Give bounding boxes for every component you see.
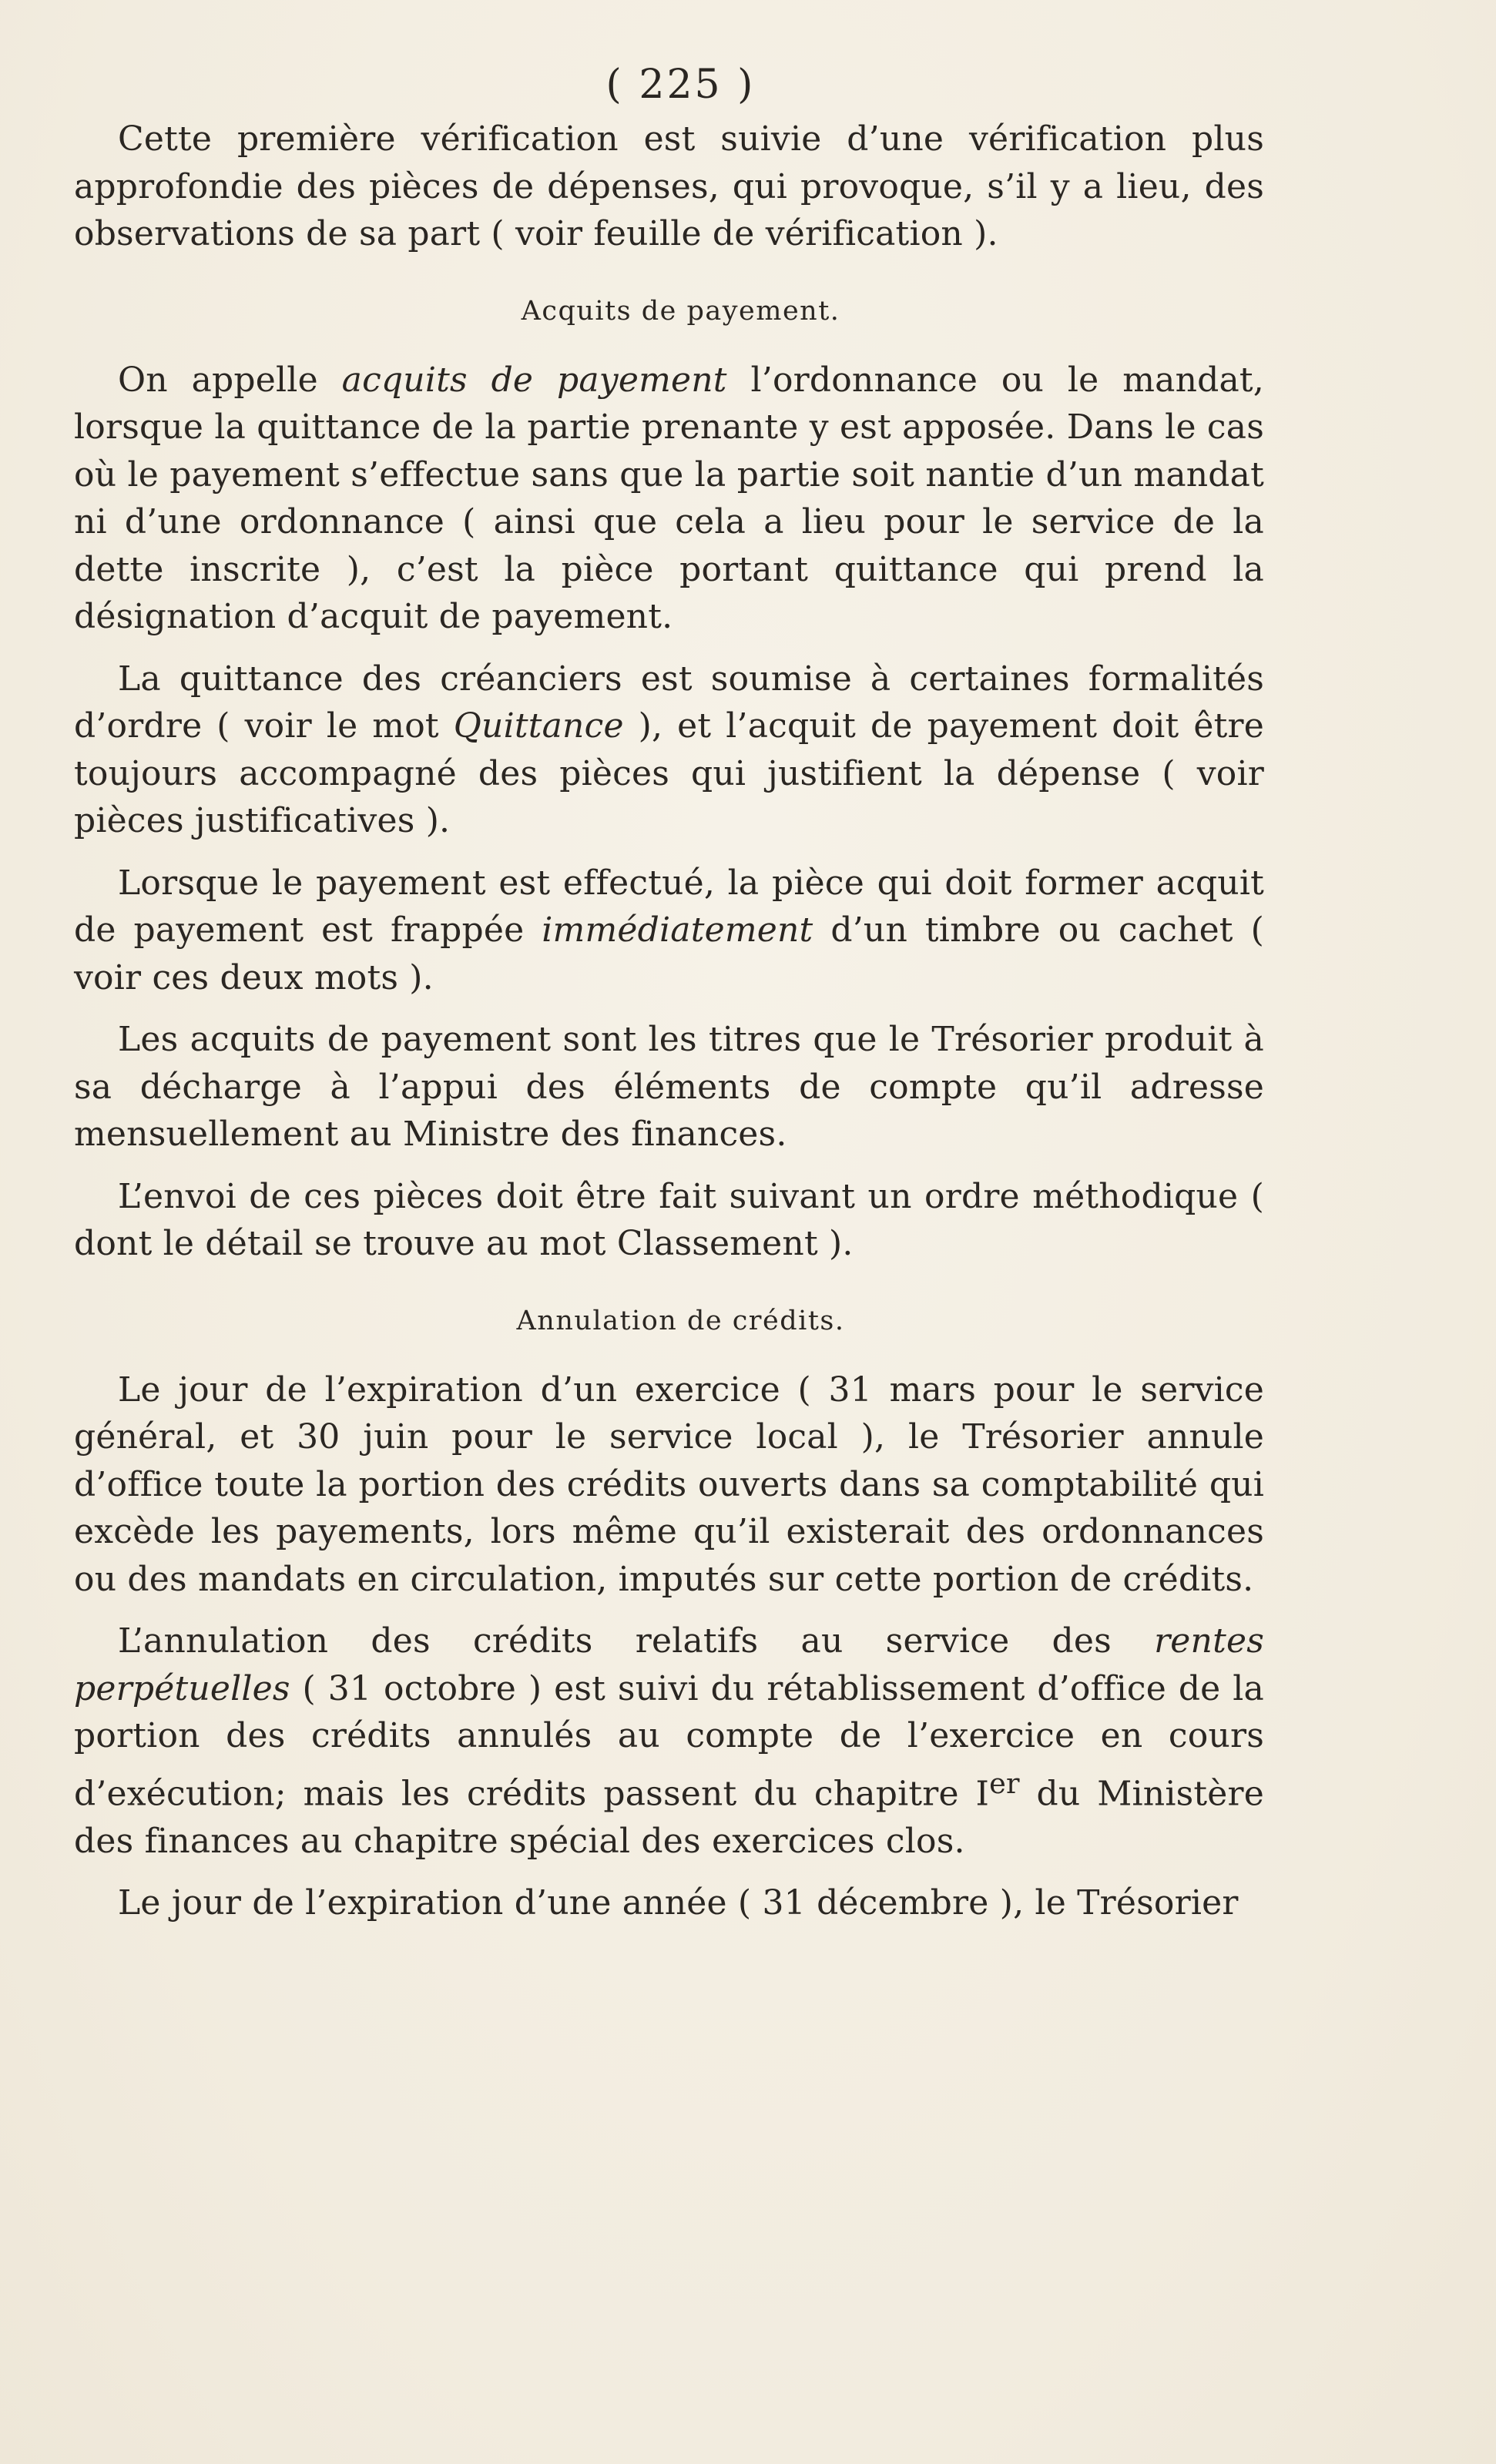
text-run: du Ministère des finances au chapitre spécial des exercices clos. (74, 1774, 1264, 1861)
section-heading-acquits: Acquits de payement. (521, 295, 840, 327)
paragraph-verification: Cette première vérification est suivie d’une vérification plus approfondie des pièces de dépenses, qui provoque, s’il y a lieu, des observations de sa part ( voir feuille de vérification ). (74, 119, 1264, 253)
paragraph-titres: Les acquits de payement sont les titres que le Trésorier produit à sa décharge à l’appui des éléments de compte qu’il adresse mensuellement au Ministre des finances. (74, 1020, 1264, 1154)
text-run: ( 31 octobre ) est suivi du rétablissement d’office de la portion des crédits annulés au compte de l’exercice en cours d’exécution; mais les crédits passent du chapitre I (74, 1668, 1264, 1814)
text-run: L’annulation des crédits relatifs au service des (118, 1621, 1155, 1661)
paragraph-timbre (74, 860, 1264, 1002)
text-run: l’ordonnance ou le mandat, lorsque la quittance de la partie prenante y est apposée. Dans le cas où le payement s’effectue sans que la partie soit nantie d’un mandat ni d’une ordonnance ( ainsi que cela a lieu pour le service de la dette inscrite ), c’est la pièce portant quittance qui prend la désignation d’acquit de payement. (74, 360, 1264, 636)
superscript: er (989, 1766, 1020, 1800)
text-run: Lorsque le payement est effectué, la pièce qui doit former acquit de payement est frappée (74, 863, 1264, 950)
italic-term: immédiatement (542, 910, 813, 950)
text-run: On appelle (118, 360, 342, 400)
page-text (74, 54, 1264, 1942)
text-run: La quittance des créanciers est soumise à certaines formalités d’ordre ( voir le mot (74, 659, 1264, 746)
paragraph-acquits-definition (74, 357, 1264, 641)
italic-term: acquits de payement (341, 360, 727, 400)
page-number: ( 225 ) (605, 62, 756, 108)
paragraph-envoi: L’envoi de ces pièces doit être fait suivant un ordre méthodique ( dont le détail se trouve au mot Classement ). (74, 1176, 1264, 1263)
text-run: d’un timbre ou cachet ( voir ces deux mots ). (74, 910, 1264, 997)
paragraph-rentes (74, 1618, 1264, 1865)
paragraph-quittance (74, 655, 1264, 845)
section-heading-annulation: Annulation de crédits. (516, 1305, 845, 1336)
italic-term: Quittance (453, 706, 624, 746)
paragraph-expiration-annee: Le jour de l’expiration d’une année ( 31 décembre ), le Trésorier (118, 1883, 1239, 1923)
paragraph-expiration-exercice: Le jour de l’expiration d’un exercice ( 31 mars pour le service général, et 30 juin pour le service local ), le Trésorier annule d’office toute la portion des crédits ouverts dans sa comptabilité qui excède les payements, lors même qu’il existerait des ordonnances ou des mandats en circulation, imputés sur cette portion de crédits. (74, 1369, 1264, 1599)
italic-term: rentes perpétuelles (74, 1621, 1264, 1708)
text-run: ), et l’acquit de payement doit être toujours accompagné des pièces qui justifient la dépense ( voir pièces justificatives ). (74, 706, 1265, 840)
